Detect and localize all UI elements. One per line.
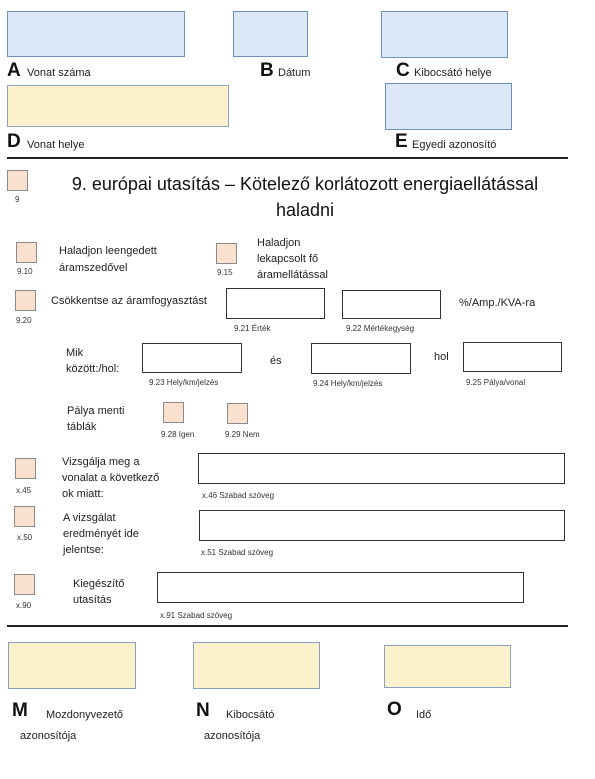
label-9-10-line1: Haladjon leengedett	[59, 245, 157, 257]
field-letter-a: A	[7, 60, 21, 81]
code-9-10: 9.10	[17, 267, 33, 276]
label-x-45-line3: ok miatt:	[62, 488, 104, 500]
issuer-location-label: Kibocsátó helye	[414, 67, 492, 79]
code-9-23: 9.23 Hely/km/jelzés	[149, 378, 219, 387]
issuer-id-label-line2: azonosítója	[204, 730, 261, 742]
label-x-90	[73, 577, 124, 607]
checkbox-9-20[interactable]	[15, 290, 36, 311]
code-9-21: 9.21 Érték	[234, 324, 271, 333]
between-label-line2: között:/hol:	[66, 363, 120, 375]
unit-field-9-22[interactable]	[342, 290, 441, 319]
free-text-field-x-91[interactable]	[157, 572, 524, 603]
issuer-location-field[interactable]	[381, 11, 508, 58]
code-x-51: x.51 Szabad szöveg	[201, 548, 274, 557]
field-letter-n: N	[196, 700, 210, 721]
section-title	[35, 171, 575, 223]
train-location-label: Vonat helye	[27, 139, 85, 151]
field-letter-d: D	[7, 131, 21, 152]
field-letter-c: C	[396, 60, 410, 81]
code-9-29: 9.29 Nem	[225, 430, 260, 439]
code-x-45: x.45	[16, 486, 32, 495]
label-x-90-line2: utasítás	[73, 594, 112, 606]
trackside-signs-line2: táblák	[67, 421, 97, 433]
label-9-10	[59, 244, 157, 275]
value-field-9-21[interactable]	[226, 288, 325, 319]
checkbox-x-90[interactable]	[14, 574, 35, 595]
date-field[interactable]	[233, 11, 308, 57]
label-x-50-line1: A vizsgálat	[63, 512, 116, 524]
section-title-line1: 9. európai utasítás – Kötelező korlátozott energiaellátással	[71, 174, 539, 194]
checkbox-x-45[interactable]	[15, 458, 36, 479]
trackside-signs-line1: Pálya menti	[67, 405, 125, 417]
issuer-id-label-line1: Kibocsátó	[226, 709, 275, 721]
code-9-24: 9.24 Hely/km/jelzés	[313, 379, 383, 388]
issuer-id-label	[204, 708, 274, 743]
code-9-25: 9.25 Pálya/vonal	[466, 378, 526, 387]
label-x-50-line2: eredményét ide	[63, 528, 139, 540]
label-x-90-line1: Kiegészítő	[73, 578, 125, 590]
unit-text: %/Amp./KVA-ra	[459, 297, 536, 309]
checkbox-9-29-no[interactable]	[227, 403, 248, 424]
field-letter-e: E	[395, 131, 408, 152]
code-9-20: 9.20	[16, 316, 32, 325]
train-number-label: Vonat száma	[27, 67, 91, 79]
time-field[interactable]	[384, 645, 511, 688]
code-x-90: x.90	[16, 601, 32, 610]
code-9-22: 9.22 Mértékegység	[346, 324, 415, 333]
code-x-91: x.91 Szabad szöveg	[160, 611, 233, 620]
field-letter-b: B	[260, 60, 274, 81]
trackside-signs-label	[67, 404, 124, 434]
label-9-15-line1: Haladjon	[257, 237, 301, 249]
section-title-line2: haladni	[275, 200, 335, 220]
free-text-field-x-51[interactable]	[199, 510, 565, 541]
and-label: és	[270, 355, 282, 367]
code-x-50: x.50	[17, 533, 33, 542]
driver-id-label-line1: Mozdonyvezető	[46, 709, 124, 721]
checkbox-9-28-yes[interactable]	[163, 402, 184, 423]
label-9-10-line2: áramszedővel	[59, 262, 128, 274]
label-9-15-line2: lekapcsolt fő	[257, 253, 319, 265]
divider-top	[7, 157, 568, 159]
free-text-field-x-46[interactable]	[198, 453, 565, 484]
label-x-50-line3: jelentse:	[63, 544, 104, 556]
field-letter-o: O	[387, 699, 402, 720]
divider-bottom	[7, 625, 568, 627]
code-x-46: x.46 Szabad szöveg	[202, 491, 275, 500]
unique-id-label: Egyedi azonosító	[412, 139, 497, 151]
issuer-id-field[interactable]	[193, 642, 320, 689]
checkbox-9-10[interactable]	[16, 242, 37, 263]
between-label-line1: Mik	[66, 347, 84, 359]
label-9-15	[257, 236, 328, 282]
train-number-field[interactable]	[7, 11, 185, 57]
label-9-20: Csökkentse az áramfogyasztást	[51, 295, 207, 307]
label-x-45-line2: vonalat a következő	[62, 472, 160, 484]
section-9-checkbox[interactable]	[7, 170, 28, 191]
train-location-field[interactable]	[7, 85, 229, 127]
driver-id-label	[20, 708, 123, 743]
driver-id-field[interactable]	[8, 642, 136, 689]
label-9-15-line3: áramellátással	[257, 269, 328, 281]
checkbox-9-15[interactable]	[216, 243, 237, 264]
code-9-28: 9.28 Igen	[161, 430, 195, 439]
time-label: Idő	[416, 709, 432, 721]
location-field-9-24[interactable]	[311, 343, 411, 374]
track-field-9-25[interactable]	[463, 342, 562, 372]
field-letter-m: M	[12, 700, 28, 721]
label-x-50	[63, 511, 139, 557]
code-9-15: 9.15	[217, 268, 233, 277]
where-label: hol	[434, 351, 449, 363]
location-field-9-23[interactable]	[142, 343, 242, 373]
between-label	[66, 346, 119, 376]
label-x-45-line1: Vizsgálja meg a	[62, 456, 140, 468]
unique-id-field[interactable]	[385, 83, 512, 130]
label-x-45	[62, 455, 159, 501]
date-label: Dátum	[278, 67, 311, 79]
checkbox-x-50[interactable]	[14, 506, 35, 527]
driver-id-label-line2: azonosítója	[20, 730, 77, 742]
section-9-code: 9	[15, 195, 20, 204]
